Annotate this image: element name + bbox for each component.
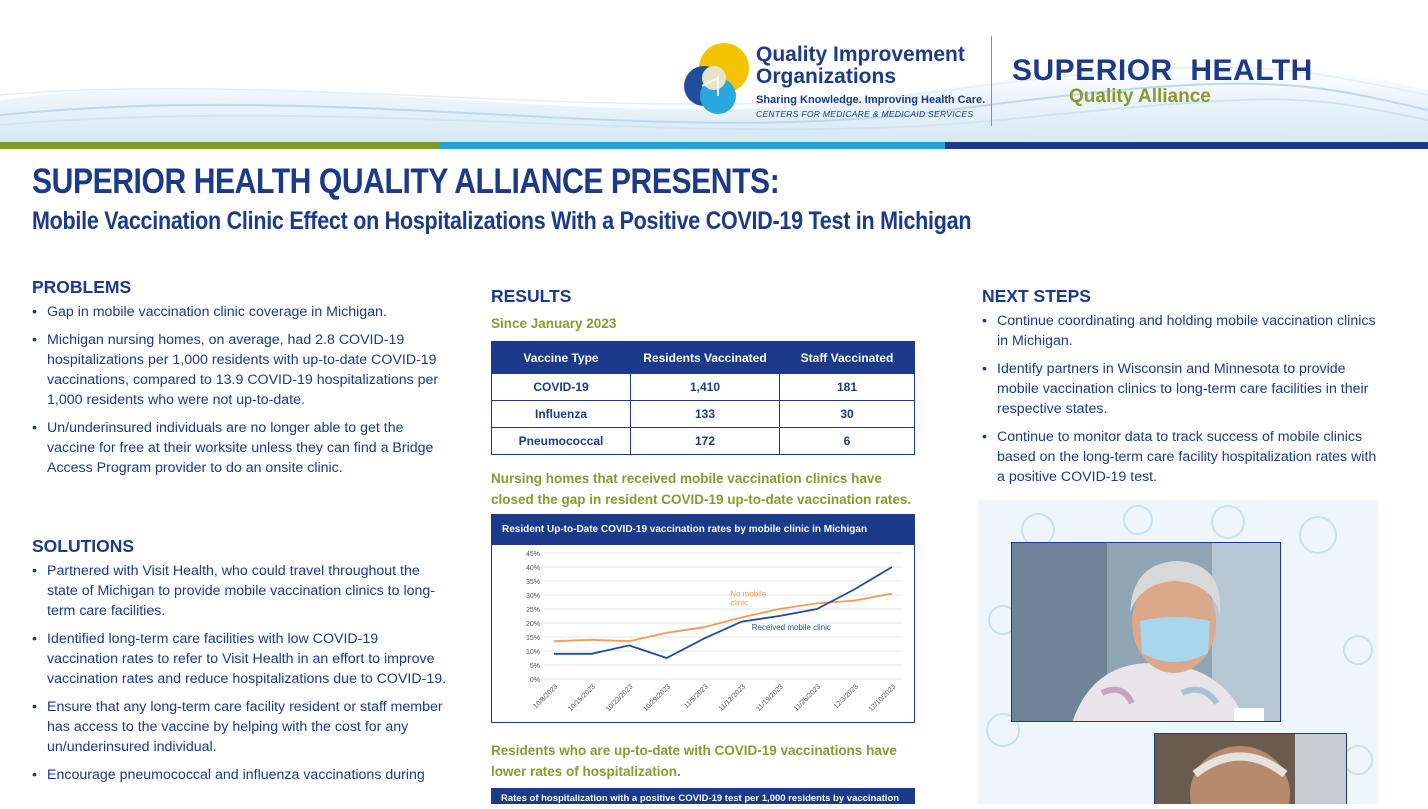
qio-title-line1: Quality Improvement <box>756 43 965 66</box>
stripe-blue <box>440 142 945 149</box>
y-tick-label: 15% <box>525 635 540 642</box>
problems-list <box>32 302 447 486</box>
photo-woman-masked <box>1011 542 1281 722</box>
qio-title-line2: Organizations <box>756 65 897 88</box>
list-item: • Encourage pneumococcal and influenza vaccinations during <box>32 765 452 785</box>
y-tick-label: 10% <box>525 649 540 656</box>
table-cell: 172 <box>631 428 780 455</box>
series-label: No mobile <box>730 589 767 599</box>
y-tick-label: 35% <box>525 579 540 586</box>
series-line <box>554 594 892 642</box>
y-tick-label: 0% <box>529 677 540 684</box>
table-row <box>492 428 915 455</box>
series-label: Received mobile clinic <box>751 623 831 632</box>
chart-plot <box>492 545 914 722</box>
logo-divider <box>991 36 992 126</box>
table-header: Vaccine Type <box>492 342 631 374</box>
list-item: • Partnered with Visit Health, who could travel throughout the state of Michigan to provide mobile vaccination clinics to long-term care facilities. <box>32 561 452 621</box>
problems-heading: PROBLEMS <box>32 277 132 297</box>
table-header: Staff Vaccinated <box>780 342 915 374</box>
series-label: clinic <box>730 598 749 608</box>
brand-subname: Quality Alliance <box>1069 86 1211 107</box>
results-heading: RESULTS <box>491 286 572 306</box>
vaccination-rate-chart <box>491 514 915 723</box>
list-item: • Identified long-term care facilities with low COVID-19 vaccination rates to refer to Visit Health in an effort to improve vaccination rates and reduce hospitalizations due to COVID-19. <box>32 629 452 689</box>
list-item: • Michigan nursing homes, on average, had 2.8 COVID-19 hospitalizations per 1,000 residents with up-to-date COVID-19 vaccinations, compared to 13.9 COVID-19 hospitalizations per 1,000 residents who were not up-to-date. <box>32 330 447 410</box>
y-tick-label: 40% <box>525 565 540 572</box>
list-item: • Continue coordinating and holding mobile vaccination clinics in Michigan. <box>982 311 1382 351</box>
brand-name: SUPERIOR HEALTH <box>1012 54 1313 87</box>
next-steps-list <box>982 311 1382 495</box>
qio-text-block <box>756 44 985 119</box>
solutions-heading: SOLUTIONS <box>32 536 135 556</box>
photo-man <box>1154 733 1347 804</box>
vaccination-table <box>491 341 915 455</box>
table-cell: 181 <box>780 374 915 401</box>
table-cell: 30 <box>780 401 915 428</box>
x-tick-label: 11/12/2023 <box>717 683 748 713</box>
chart2-title: Rates of hospitalization with a positive COVID-19 test per 1,000 residents by vaccination <box>491 788 915 804</box>
x-tick-label: 10/8/2023 <box>532 683 560 711</box>
table-cell: COVID-19 <box>492 374 631 401</box>
x-tick-label: 12/10/2023 <box>867 683 898 714</box>
x-tick-label: 10/22/2023 <box>604 683 635 714</box>
table-cell: 1,410 <box>631 374 780 401</box>
list-item: • Identify partners in Wisconsin and Minnesota to provide mobile vaccination clinics to long-term care facilities in their respective states. <box>982 359 1382 419</box>
chart-title: Resident Up-to-Date COVID-19 vaccination rates by mobile clinic in Michigan <box>492 515 914 545</box>
qio-tagline: Sharing Knowledge. Improving Health Care. <box>756 94 986 106</box>
table-cell: 6 <box>780 428 915 455</box>
list-item: • Gap in mobile vaccination clinic coverage in Michigan. <box>32 302 447 322</box>
stripe-olive <box>0 142 440 149</box>
list-item: • Un/underinsured individuals are no longer able to get the vaccine for free at their worksite unless they can find a Bridge Access Program provider to do an onsite clinic. <box>32 418 447 478</box>
finding-1: Nursing homes that received mobile vaccination clinics have closed the gap in resident COVID-19 up-to-date vaccination rates. <box>491 471 912 507</box>
list-item: • Ensure that any long-term care facility resident or staff member has access to the vaccine by helping with the cost for any un/underinsured individual. <box>32 697 452 757</box>
page-title: SUPERIOR HEALTH QUALITY ALLIANCE PRESENTS: <box>32 162 780 201</box>
table-header: Residents Vaccinated <box>631 342 780 374</box>
x-tick-label: 10/15/2023 <box>567 683 597 714</box>
table-header-row <box>492 342 915 374</box>
page-subtitle: Mobile Vaccination Clinic Effect on Hospitalizations With a Positive COVID-19 Test in Michigan <box>32 207 972 235</box>
table-row <box>492 374 915 401</box>
x-tick-label: 11/5/2023 <box>683 683 710 711</box>
list-item: • Continue to monitor data to track success of mobile clinics based on the long-term care facility hospitalization rates with a positive COVID-19 test. <box>982 427 1382 487</box>
y-tick-label: 5% <box>529 663 540 670</box>
x-tick-label: 11/26/2023 <box>792 683 823 713</box>
y-tick-label: 45% <box>525 551 540 558</box>
next-steps-heading: NEXT STEPS <box>982 286 1091 306</box>
x-tick-label: 10/29/2023 <box>642 683 673 714</box>
table-cell: Influenza <box>492 401 631 428</box>
table-cell: Pneumococcal <box>492 428 631 455</box>
table-cell: 133 <box>631 401 780 428</box>
y-tick-label: 25% <box>525 607 540 614</box>
table-row <box>492 401 915 428</box>
since-label: Since January 2023 <box>491 316 617 331</box>
solutions-list <box>32 561 452 793</box>
qio-logo-icon <box>682 42 752 116</box>
finding-2: Residents who are up-to-date with COVID-19 vaccinations have lower rates of hospitalization. <box>491 743 897 779</box>
x-tick-label: 11/19/2023 <box>755 683 785 713</box>
stripe-navy <box>945 142 1428 149</box>
qio-cms: CENTERS FOR MEDICARE & MEDICAID SERVICES <box>756 109 974 119</box>
y-tick-label: 30% <box>525 593 540 600</box>
header-banner <box>0 0 1428 150</box>
x-tick-label: 12/3/2023 <box>832 683 860 711</box>
y-tick-label: 20% <box>525 621 540 628</box>
